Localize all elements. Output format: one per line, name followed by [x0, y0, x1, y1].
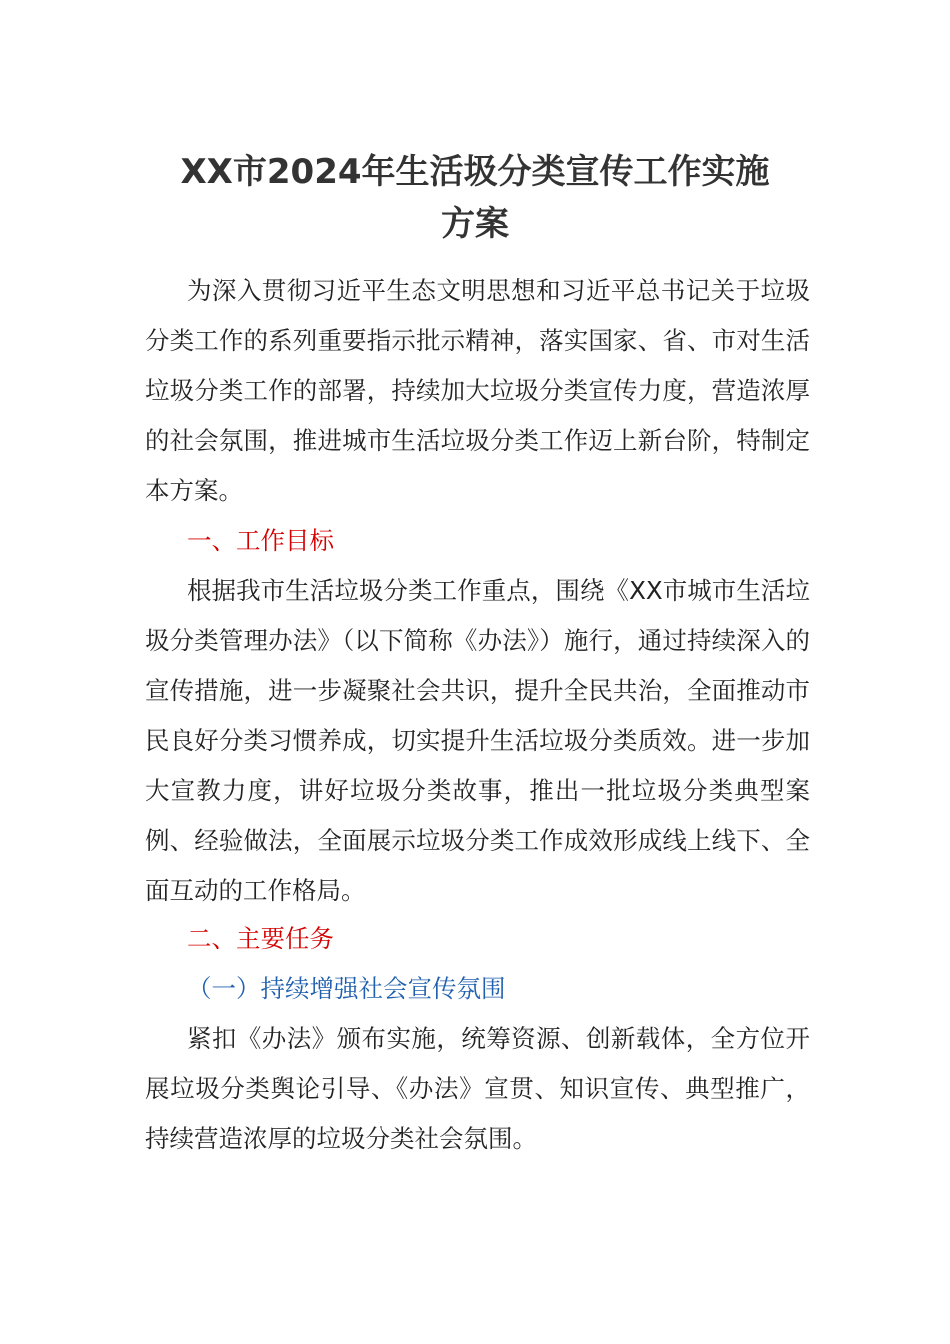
intro-paragraph: 为深入贯彻习近平生态文明思想和习近平总书记关于垃圾分类工作的系列重要指示批示精神，落实国家、省、市对生活垃圾分类工作的部署，持续加大垃圾分类宣传力度，营造浓厚的社会氛围，推进城市生活垃圾分类工作迈上新台阶，特制定本方案。 — [145, 276, 810, 505]
title-line-1: XX市2024年生活圾分类宣传工作实施 — [180, 152, 770, 192]
goals-paragraph: 根据我市生活垃圾分类工作重点，围绕《XX市城市生活垃圾分类管理办法》（以下简称《办法》）施行，通过持续深入的宣传措施，进一步凝聚社会共识，提升全民共治，全面推动市民良好分类习惯养成，切实提升生活垃圾分类质效。进一步加大宣教力度，讲好垃圾分类故事，推出一批垃圾分类典型案例、经验做法，全面展示垃圾分类工作成效形成线上线下、全面互动的工作格局。 — [145, 576, 810, 905]
atmosphere-paragraph: 紧扣《办法》颁布实施，统筹资源、创新载体，全方位开展垃圾分类舆论引导、《办法》宣贯、知识宣传、典型推广，持续营造浓厚的垃圾分类社会氛围。 — [145, 1024, 810, 1153]
document-title — [140, 146, 810, 250]
subsection-heading-atmosphere: （一）持续增强社会宣传氛围 — [187, 974, 506, 1003]
section-heading-tasks: 二、主要任务 — [187, 924, 334, 953]
title-line-2: 方案 — [441, 204, 509, 244]
section-heading-goals: 一、工作目标 — [187, 526, 334, 555]
